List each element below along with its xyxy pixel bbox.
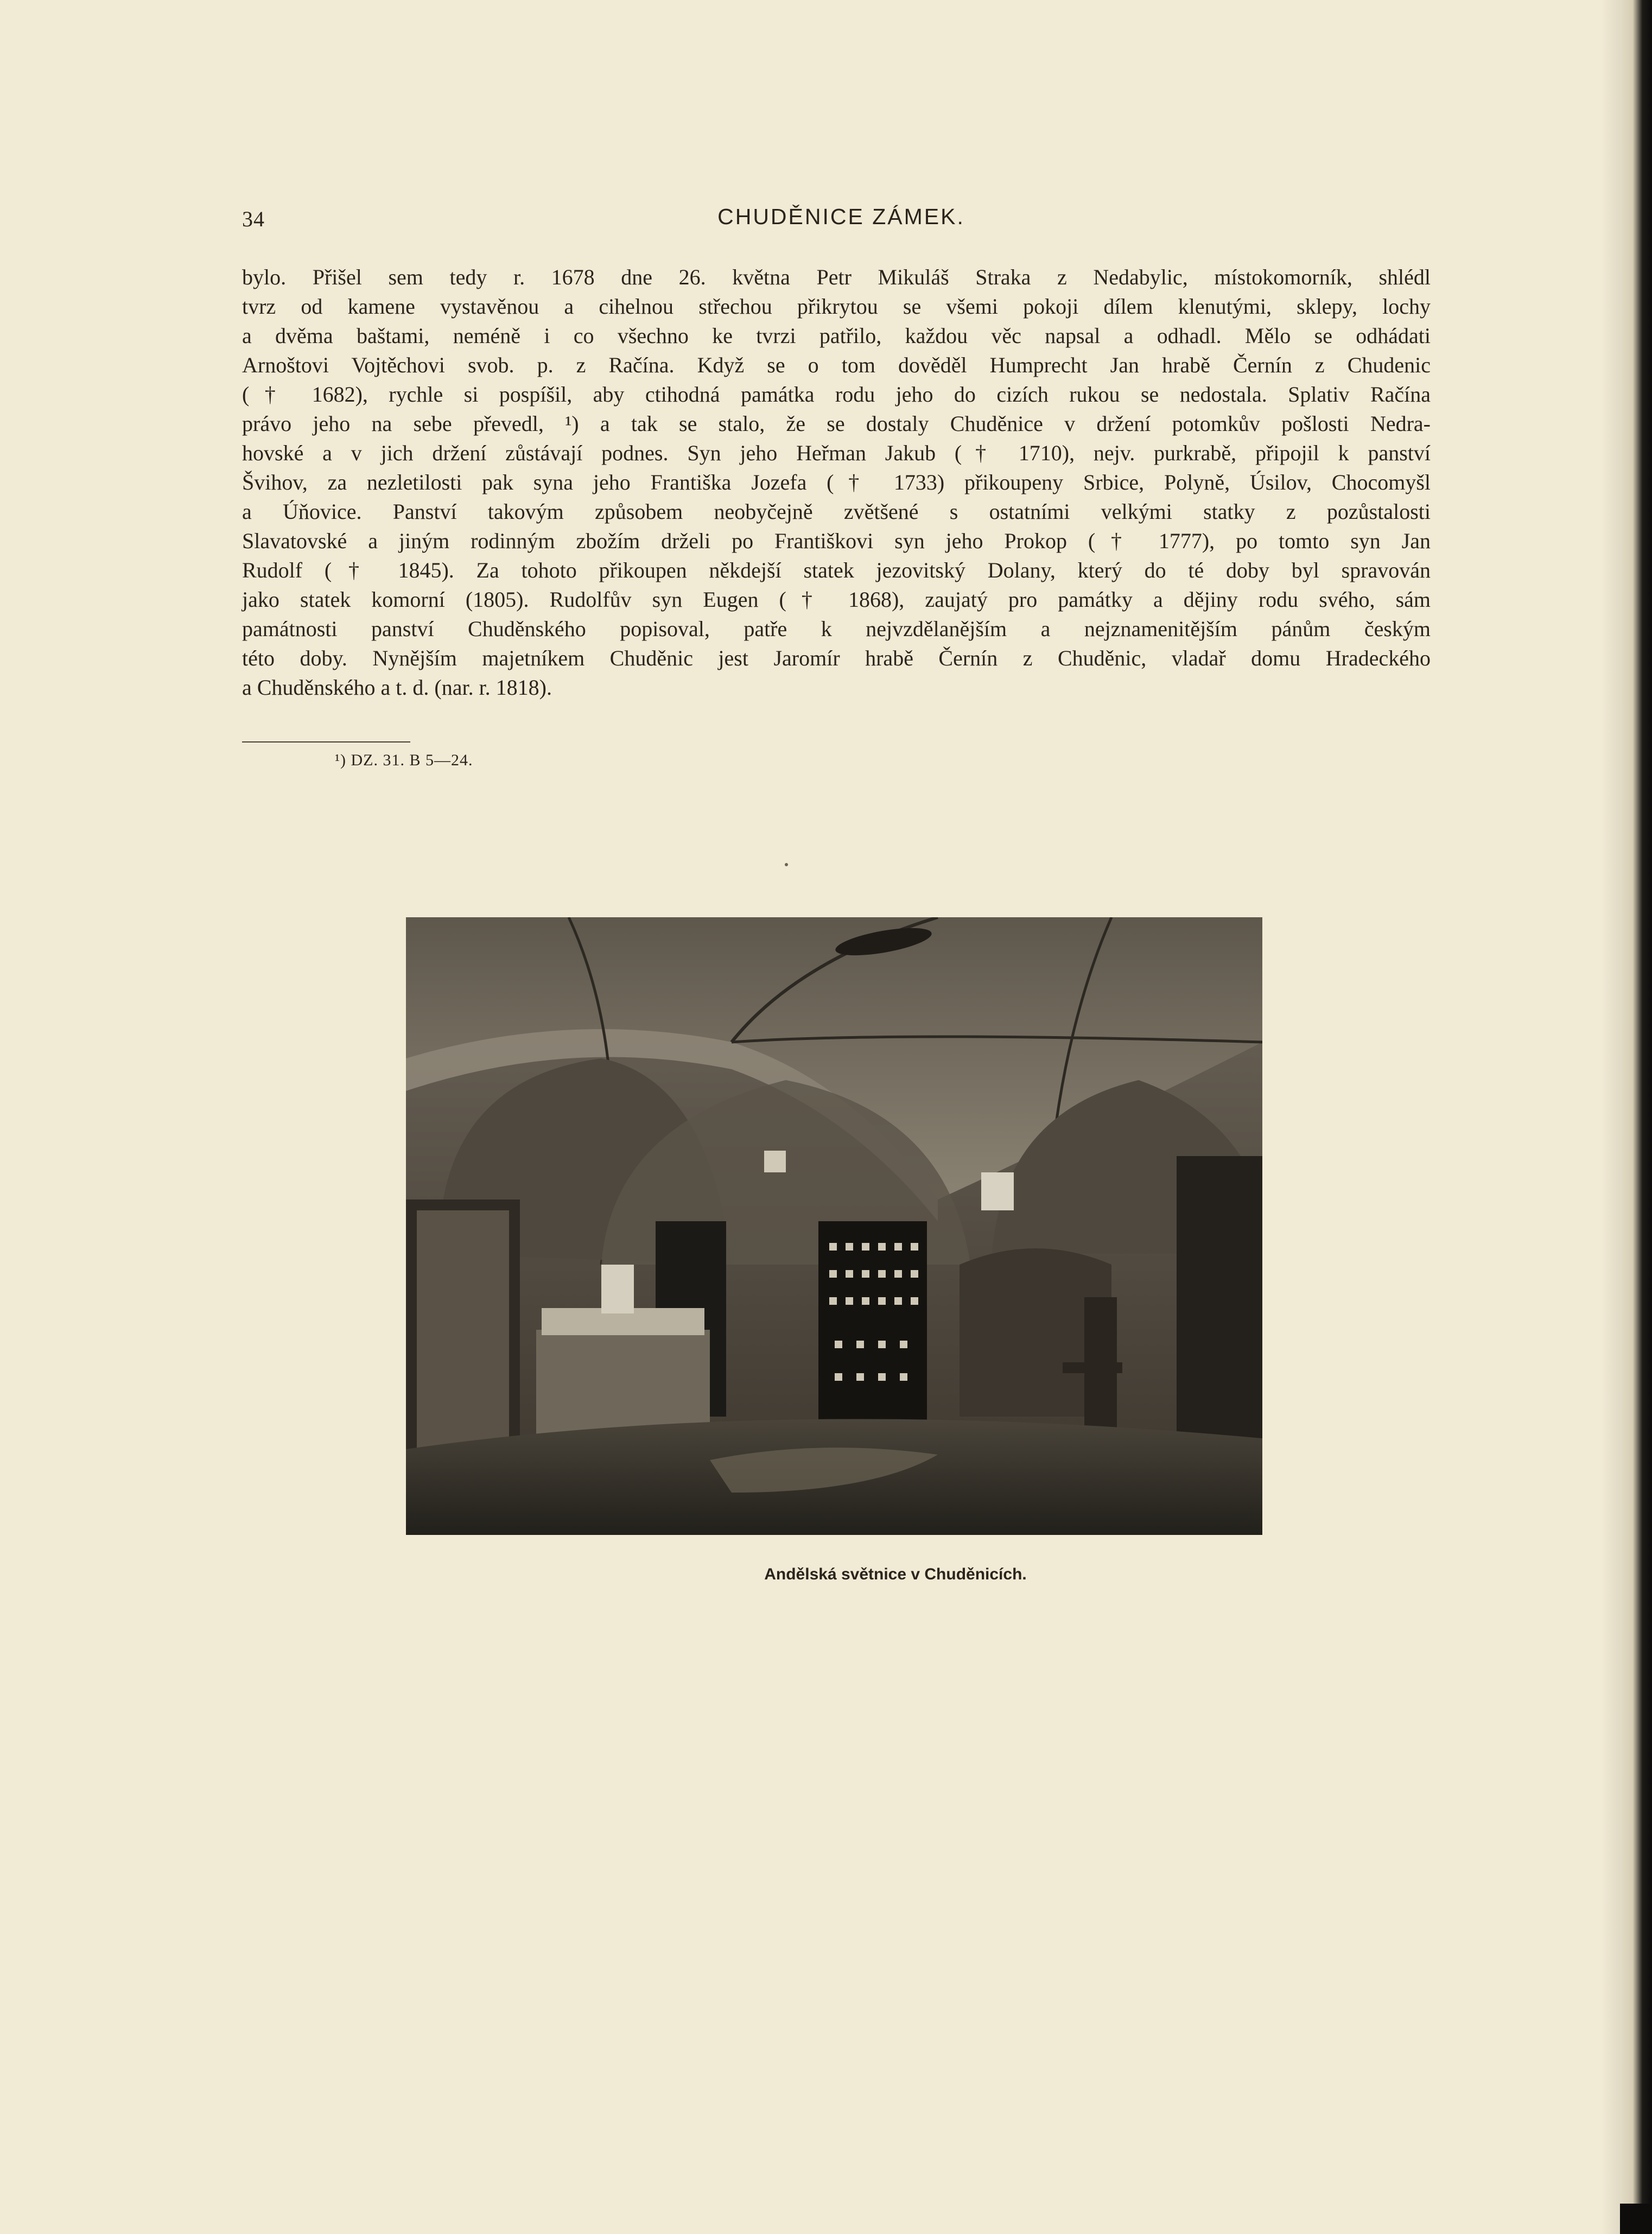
text-line: a Úňovice. Panství takovým způsobem neobyčejně zvětšené s ostatními velkými statky z pozůstalosti: [242, 499, 1431, 524]
text-line: jako statek komorní (1805). Rudolfův syn Eugen († 1868), zaujatý pro památky a dějiny rodu svého, sám: [242, 587, 1431, 612]
text-line: tvrz od kamene vystavěnou a cihelnou střechou přikrytou se všemi pokoji dílem klenutými, sklepy, lochy: [242, 294, 1431, 319]
text-line: právo jeho na sebe převedl, ¹) a tak se stalo, že se dostaly Chuděnice v držení potomkův pošlosti Nedra-: [242, 411, 1431, 436]
page-number: 34: [242, 207, 265, 231]
scan-edge: [1620, 0, 1652, 2234]
scan-corner: [1620, 2204, 1652, 2234]
print-speck: [785, 863, 788, 866]
text-line: bylo. Přišel sem tedy r. 1678 dne 26. května Petr Mikuláš Straka z Nedabylic, místokomorník, shlédl: [242, 265, 1431, 289]
text-line: Rudolf († 1845). Za tohoto přikoupen někdejší statek jezovitský Dolany, který do té doby byl spravován: [242, 558, 1431, 582]
text-line: hovské a v jich držení zůstávají podnes. Syn jeho Heřman Jakub († 1710), nejv. purkrabě, připojil k panství: [242, 441, 1431, 465]
footnote-rule: [242, 741, 410, 742]
text-line: Slavatovské a jiným rodinným zbožím drželi po Františkovi syn jeho Prokop († 1777), po tomto syn Jan: [242, 529, 1431, 553]
interior-photograph: [406, 917, 1262, 1535]
text-line: Arnoštovi Vojtěchovi svob. p. z Račína. Když se o tom dověděl Humprecht Jan hrabě Černín z Chudenic: [242, 353, 1431, 377]
text-line: († 1682), rychle si pospíšil, aby ctihodná památka rodu jeho do cizích rukou se nedostala. Splativ Račína: [242, 382, 1431, 407]
text-line: této doby. Nynějším majetníkem Chuděnic jest Jaromír hrabě Černín z Chuděnic, vladař domu Hradeckého: [242, 646, 1431, 670]
text-line: a Chuděnského a t. d. (nar. r. 1818).: [242, 675, 552, 700]
page-gutter-shadow: [1601, 0, 1623, 2234]
figure-caption: Andělská světnice v Chuděnicích.: [764, 1565, 1027, 1583]
main-text-block: [242, 263, 1431, 702]
running-title: CHUDĚNICE ZÁMEK.: [717, 204, 965, 229]
wall-frame: [981, 1172, 1014, 1210]
text-line: a dvěma baštami, neméně i co všechno ke tvrzi patřilo, každou věc napsal a odhadl. Mělo se odhádati: [242, 323, 1431, 348]
text-line: památnosti panství Chuděnského popisoval, patře k nejvzdělanějším a nejznamenitějším pánům českým: [242, 617, 1431, 641]
footnote: ¹) DZ. 31. B 5—24.: [335, 751, 473, 769]
tiled-stove: [818, 1221, 927, 1449]
text-line: Švihov, za nezletilosti pak syna jeho Františka Jozefa († 1733) přikoupeny Srbice, Polyně, Úsilov, Chocomyšl: [242, 470, 1431, 494]
